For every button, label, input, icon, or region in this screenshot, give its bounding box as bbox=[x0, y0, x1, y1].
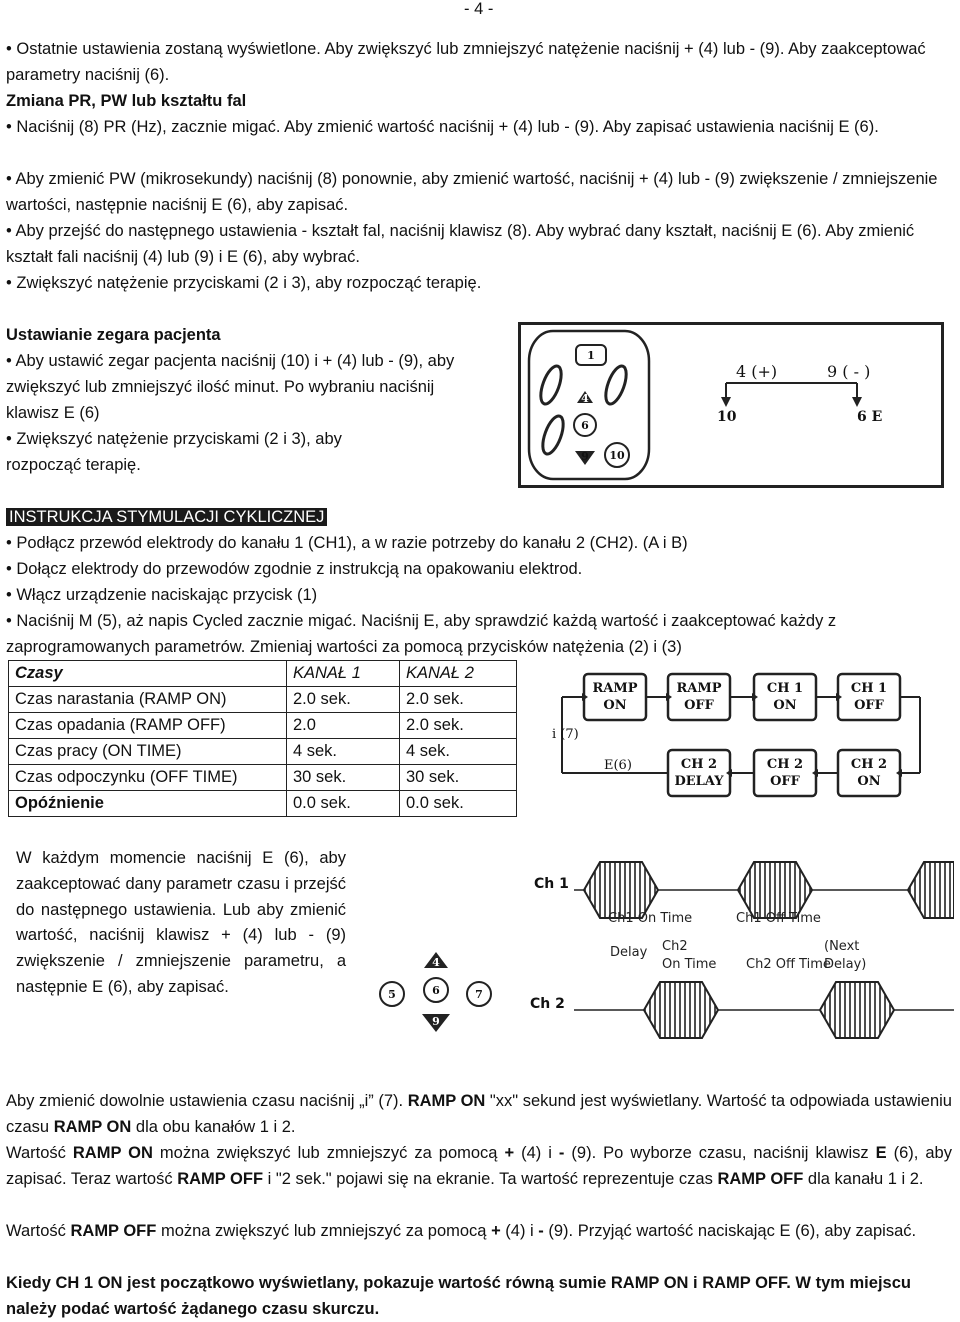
table-cell: 2.0 sek. bbox=[400, 687, 517, 713]
table-cell: 2.0 sek. bbox=[400, 713, 517, 739]
cyclic-bullet-1: • Podłącz przewód elektrody do kanału 1 (CH1), a w razie potrzeby do kanału 2 (CH2). (A i B) bbox=[6, 534, 688, 552]
table-header-cell: Czasy bbox=[9, 661, 287, 687]
wave-ch1-on-time: Ch1 On Time bbox=[608, 911, 693, 926]
cyclic-heading: INSTRUKCJA STYMULACJI CYKLICZNEJ bbox=[6, 504, 327, 530]
clock-key-1: 1 bbox=[587, 349, 595, 362]
page-number: - 4 - bbox=[464, 0, 494, 18]
wave-next-delay-l2: Delay) bbox=[824, 957, 867, 972]
flow-ch2-off-l2: OFF bbox=[770, 774, 800, 789]
clock-key-4: 4 bbox=[581, 392, 589, 405]
wave-delay-label: Delay bbox=[610, 945, 648, 960]
clock-bullet-2: • Zwiększyć natężenie przyciskami (2 i 3), aby rozpocząć terapię. bbox=[6, 430, 342, 474]
bottom-p1: Aby zmienić dowolnie ustawienia czasu naciśnij „i” (7). RAMP ON "xx" sekund jest wyświetlany. Wartość ta odpowiada ustawieniu czasu RAMP ON dla obu kanałów 1 i 2. bbox=[6, 1092, 952, 1136]
flow-ch1-on-l2: ON bbox=[773, 698, 797, 713]
clock-bullet-1: • Aby ustawić zegar pacjenta naciśnij (10) i + (4) lub - (9), aby zwiększyć lub zmniejszyć ilość minut. Po wybraniu naciśnij klawisz E (6) bbox=[6, 352, 455, 422]
clock-key-9: 9 bbox=[581, 450, 589, 463]
table-cell: 2.0 bbox=[287, 713, 400, 739]
timing-table bbox=[8, 660, 517, 817]
table-cell: Czas odpoczynku (OFF TIME) bbox=[9, 765, 287, 791]
table-cell: 4 sek. bbox=[287, 739, 400, 765]
flow-ch2-off-l1: CH 2 bbox=[766, 757, 804, 772]
bottom-p4: Kiedy CH 1 ON jest początkowo wyświetlany, pokazuje wartość równą sumie RAMP ON i RAMP OFF. W tym miejscu należy podać wartość żądanego czasu skurczu. bbox=[6, 1274, 911, 1318]
keypad-key-7: 7 bbox=[475, 988, 483, 1001]
flow-ramp-on-l2: ON bbox=[603, 698, 627, 713]
table-cell: 30 sek. bbox=[287, 765, 400, 791]
everytime-keypad bbox=[364, 942, 514, 1042]
table-header-row bbox=[9, 661, 517, 687]
table-row bbox=[9, 791, 517, 817]
table-cell: 0.0 sek. bbox=[400, 791, 517, 817]
table-row bbox=[9, 713, 517, 739]
table-cell: 2.0 sek. bbox=[287, 687, 400, 713]
intro-bullet: • Ostatnie ustawienia zostaną wyświetlone. Aby zwiększyć lub zmniejszyć natężenie naciśnij + (4) lub - (9). Aby zaakceptować parametry naciśnij (6). bbox=[6, 40, 926, 84]
flow-ramp-on-l1: RAMP bbox=[592, 681, 638, 696]
bottom-p3: Wartość RAMP OFF można zwiększyć lub zmniejszyć za pomocą + (4) i - (9). Przyjąć wartość naciskając E (6), aby zapisać. bbox=[6, 1222, 917, 1240]
wave-ch2-on-l1: Ch2 bbox=[662, 939, 688, 954]
pr-bullet-1: • Naciśnij (8) PR (Hz), zacznie migać. Aby zmienić wartość naciśnij + (4) lub - (9). Aby zapisać ustawienia naciśnij E (6). bbox=[6, 118, 879, 136]
cyclic-bullet-3: • Włącz urządzenie naciskając przycisk (1) bbox=[6, 586, 318, 604]
clock-diagram bbox=[518, 322, 944, 488]
table-cell: 0.0 sek. bbox=[287, 791, 400, 817]
table-row bbox=[9, 765, 517, 791]
table-row bbox=[9, 687, 517, 713]
cyclic-bullet-4: • Naciśnij M (5), aż napis Cycled zacznie migać. Naciśnij E, aby sprawdzić każdą wartość i zaakceptować każdy z zaprogramowanych parametrów. Zmieniaj wartości za pomocą przycisków natężenia (2) i (3) bbox=[6, 612, 837, 656]
cyclic-bullet-2: • Dołącz elektrody do przewodów zgodnie z instrukcją na opakowaniu elektrod. bbox=[6, 560, 583, 578]
table-cell: Czas narastania (RAMP ON) bbox=[9, 687, 287, 713]
flow-ch1-on-l1: CH 1 bbox=[766, 681, 804, 696]
flow-e-label: E(6) bbox=[604, 758, 632, 773]
wave-ch2-label: Ch 2 bbox=[530, 996, 565, 1012]
flow-ch2-on-l2: ON bbox=[857, 774, 881, 789]
wave-diagram bbox=[524, 850, 954, 1070]
clock-oval-left-icon bbox=[537, 363, 566, 406]
everytime-box bbox=[6, 840, 350, 1072]
clock-heading: Ustawianie zegara pacjenta bbox=[6, 326, 221, 344]
table-header-cell: KANAŁ 1 bbox=[287, 661, 400, 687]
table-cell: 30 sek. bbox=[400, 765, 517, 791]
clock-oval-left2-icon bbox=[539, 413, 568, 456]
flow-ch2-delay-l2: DELAY bbox=[674, 774, 724, 789]
pr-bullet-2: • Aby zmienić PW (mikrosekundy) naciśnij (8) ponownie, aby zmienić wartość, naciśnij + (4) lub - (9) zwiększenie / zmniejszenie wartości, następnie naciśnij E (6), aby zapisać. bbox=[6, 170, 938, 214]
wave-ch1-label: Ch 1 bbox=[534, 876, 569, 892]
keypad-key-4: 4 bbox=[432, 956, 440, 969]
clock-minus-label: 9 ( - ) bbox=[827, 362, 871, 381]
clock-key-10: 10 bbox=[609, 449, 625, 462]
wave-ch2-off-time: Ch2 Off Time bbox=[746, 957, 831, 972]
clock-oval-right-icon bbox=[602, 363, 631, 406]
keypad-key-9: 9 bbox=[432, 1015, 440, 1028]
table-cell: Czas opadania (RAMP OFF) bbox=[9, 713, 287, 739]
pr-bullet-4: • Zwiększyć natężenie przyciskami (2 i 3), aby rozpocząć terapię. bbox=[6, 274, 482, 292]
everytime-text: W każdym momencie naciśnij E (6), aby zaakceptować dany parametr czasu i przejść do następnego ustawienia. Lub aby zmienić wartość, naciśnij klawisz + (4) lub - (9) zwiększenie / zmniejszenie parametru, a następnie E (6), aby zapisać. bbox=[16, 849, 346, 996]
clock-plus-label: 4 (+) bbox=[736, 362, 778, 381]
table-cell: Opóźnienie bbox=[9, 791, 287, 817]
pr-bullet-3: • Aby przejść do następnego ustawienia - kształt fal, naciśnij klawisz (8). Aby wybrać dany kształt, naciśnij E (6). Aby zmienić kształt fali naciśnij (4) lub (9) i E (6), aby wybrać. bbox=[6, 222, 915, 266]
wave-ch1-off-time: Ch1 Off Time bbox=[736, 911, 821, 926]
table-row bbox=[9, 739, 517, 765]
wave-ch2-on-l2: On Time bbox=[662, 957, 717, 972]
table-cell: 4 sek. bbox=[400, 739, 517, 765]
flow-ch2-delay-l1: CH 2 bbox=[680, 757, 718, 772]
flow-ramp-off-l2: OFF bbox=[684, 698, 714, 713]
table-header-cell: KANAŁ 2 bbox=[400, 661, 517, 687]
flow-diagram bbox=[548, 664, 948, 812]
clock-left-label: 10 bbox=[717, 409, 737, 425]
keypad-key-6: 6 bbox=[432, 984, 440, 997]
flow-ch1-off-l1: CH 1 bbox=[850, 681, 888, 696]
table-cell: Czas pracy (ON TIME) bbox=[9, 739, 287, 765]
flow-ch1-off-l2: OFF bbox=[854, 698, 884, 713]
flow-i-label: i (7) bbox=[552, 727, 579, 742]
clock-right-label: 6 E bbox=[857, 409, 883, 425]
keypad-key-5: 5 bbox=[388, 988, 396, 1001]
flow-ch2-on-l1: CH 2 bbox=[850, 757, 888, 772]
pr-heading: Zmiana PR, PW lub kształtu fal bbox=[6, 92, 247, 110]
bottom-p2: Wartość RAMP ON można zwiększyć lub zmniejszyć za pomocą + (4) i - (9). Po wyborze czasu, naciśnij klawisz E (6), aby zapisać. Teraz wartość RAMP OFF i "2 sek." pojawi się na ekranie. Ta wartość reprezentuje czas RAMP OFF dla kanału 1 i 2. bbox=[6, 1144, 952, 1188]
clock-key-6: 6 bbox=[581, 419, 589, 432]
wave-next-delay-l1: (Next bbox=[824, 939, 860, 954]
flow-ramp-off-l1: RAMP bbox=[676, 681, 722, 696]
